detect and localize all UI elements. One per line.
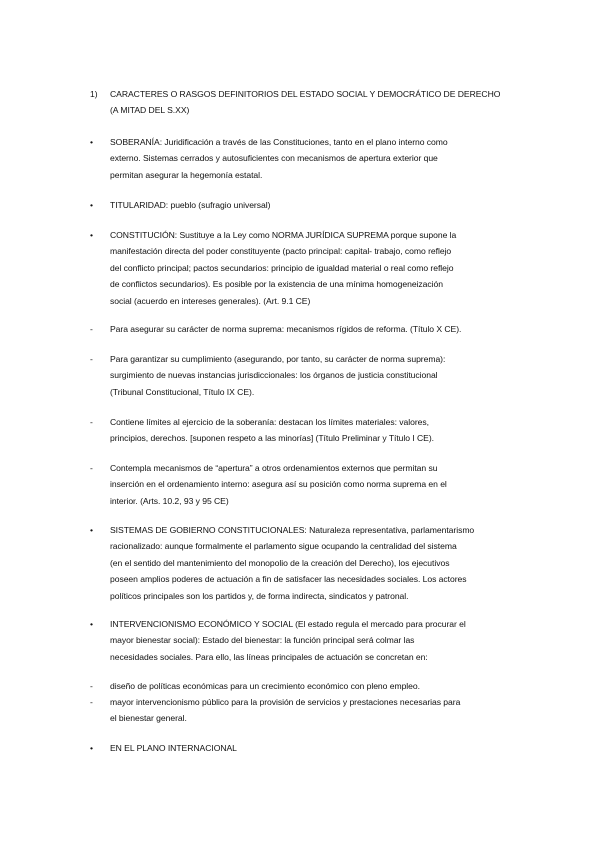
paragraph-line: permitan asegurar la hegemonía estatal.: [110, 169, 263, 180]
paragraph-line: surgimiento de nuevas instancias jurisdiccionales: los órganos de justicia constitucional: [110, 370, 438, 381]
paragraph: [110, 197, 530, 213]
paragraph: [110, 616, 530, 665]
paragraph-line: poseen amplios poderes de actuación a fin de satisfacer las necesidades sociales. Los actores: [110, 574, 467, 585]
paragraph-line: de conflictos secundarios). Es posible por la existencia de una mínima homogeneización: [110, 279, 443, 290]
dash-marker: -: [90, 697, 93, 707]
paragraph-line: del conflicto principal; pactos secundarios: principio de igualdad material o real como reflejo: [110, 262, 454, 273]
paragraph: [110, 227, 530, 309]
paragraph: [110, 678, 530, 694]
paragraph-line: diseño de políticas económicas para un crecimiento económico con pleno empleo.: [110, 681, 420, 691]
paragraph-line: Contiene límites al ejercicio de la soberanía: destacan los límites materiales: valores,: [110, 417, 429, 427]
paragraph-line: inserción en el ordenamiento interno: asegura así su posición como norma suprema en el: [110, 479, 447, 490]
paragraph: [110, 522, 530, 604]
bullet-marker: •: [90, 619, 93, 629]
heading-text: [110, 86, 530, 119]
paragraph-line: principios, derechos. [suponen respeto a las minorías] (Título Preliminar y Título I CE).: [110, 433, 435, 444]
dash-marker: -: [90, 354, 93, 364]
paragraph-line: Para asegurar su carácter de norma suprema: mecanismos rígidos de reforma. (Título X CE).: [110, 324, 462, 334]
heading-line: CARACTERES O RASGOS DEFINITORIOS DEL ESTADO SOCIAL Y DEMOCRÁTICO DE DERECHO: [110, 89, 501, 99]
paragraph-line: INTERVENCIONISMO ECONÓMICO Y SOCIAL (El estado regula el mercado para procurar el: [110, 619, 466, 629]
bullet-marker: •: [90, 525, 93, 535]
paragraph: [110, 414, 530, 447]
bullet-marker: •: [90, 230, 93, 240]
paragraph-line: CONSTITUCIÓN: Sustituye a la Ley como NORMA JURÍDICA SUPREMA porque supone la: [110, 230, 457, 240]
paragraph-line: necesidades sociales. Para ello, las líneas principales de actuación se concretan en:: [110, 651, 428, 662]
paragraph-line: racionalizado: aunque formalmente el parlamento sigue ocupando la centralidad del sistema: [110, 541, 457, 552]
paragraph: [110, 740, 530, 756]
dash-marker: -: [90, 324, 93, 334]
paragraph-line: mayor intervencionismo público para la provisión de servicios y prestaciones necesarias para: [110, 697, 461, 707]
paragraph: [110, 134, 530, 183]
paragraph-line: social (acuerdo en intereses generales). (Art. 9.1 CE): [110, 295, 311, 306]
paragraph: [110, 460, 530, 509]
paragraph-line: TITULARIDAD: pueblo (sufragio universal): [110, 200, 271, 210]
paragraph: [110, 351, 530, 400]
paragraph-line: el bienestar general.: [110, 713, 187, 724]
dash-marker: -: [90, 463, 93, 473]
paragraph-line: interior. (Arts. 10.2, 93 y 95 CE): [110, 495, 229, 506]
paragraph: [110, 321, 530, 337]
heading-number: 1): [90, 89, 98, 99]
paragraph-line: SISTEMAS DE GOBIERNO CONSTITUCIONALES: Naturaleza representativa, parlamentarismo: [110, 525, 475, 535]
paragraph-line: Para garantizar su cumplimiento (asegurando, por tanto, su carácter de norma suprema):: [110, 354, 446, 364]
paragraph-line: SOBERANÍA: Juridificación a través de las Constituciones, tanto en el plano interno como: [110, 137, 448, 147]
dash-marker: -: [90, 681, 93, 691]
paragraph-line: políticos principales son los partidos y, de forma indirecta, sindicatos y patronal.: [110, 590, 409, 601]
paragraph-line: Contempla mecanismos de “apertura” a otros ordenamientos externos que permitan su: [110, 463, 438, 473]
paragraph-line: externo. Sistemas cerrados y autosuficientes con mecanismos de apertura exterior que: [110, 153, 438, 164]
paragraph-line: EN EL PLANO INTERNACIONAL: [110, 743, 237, 753]
heading-line: (A MITAD DEL S.XX): [110, 105, 190, 116]
paragraph-line: manifestación directa del poder constituyente (pacto principal: capital- trabajo, como reflejo: [110, 246, 452, 257]
paragraph-line: (Tribunal Constitucional, Título IX CE).: [110, 386, 255, 397]
bullet-marker: •: [90, 743, 93, 753]
bullet-marker: •: [90, 137, 93, 147]
bullet-marker: •: [90, 200, 93, 210]
paragraph-line: mayor bienestar social): Estado del bienestar: la función principal será colmar las: [110, 635, 415, 646]
dash-marker: -: [90, 417, 93, 427]
paragraph-line: (en el sentido del mantenimiento del monopolio de la creación del Derecho), los ejecutivos: [110, 557, 450, 568]
paragraph: [110, 694, 530, 727]
